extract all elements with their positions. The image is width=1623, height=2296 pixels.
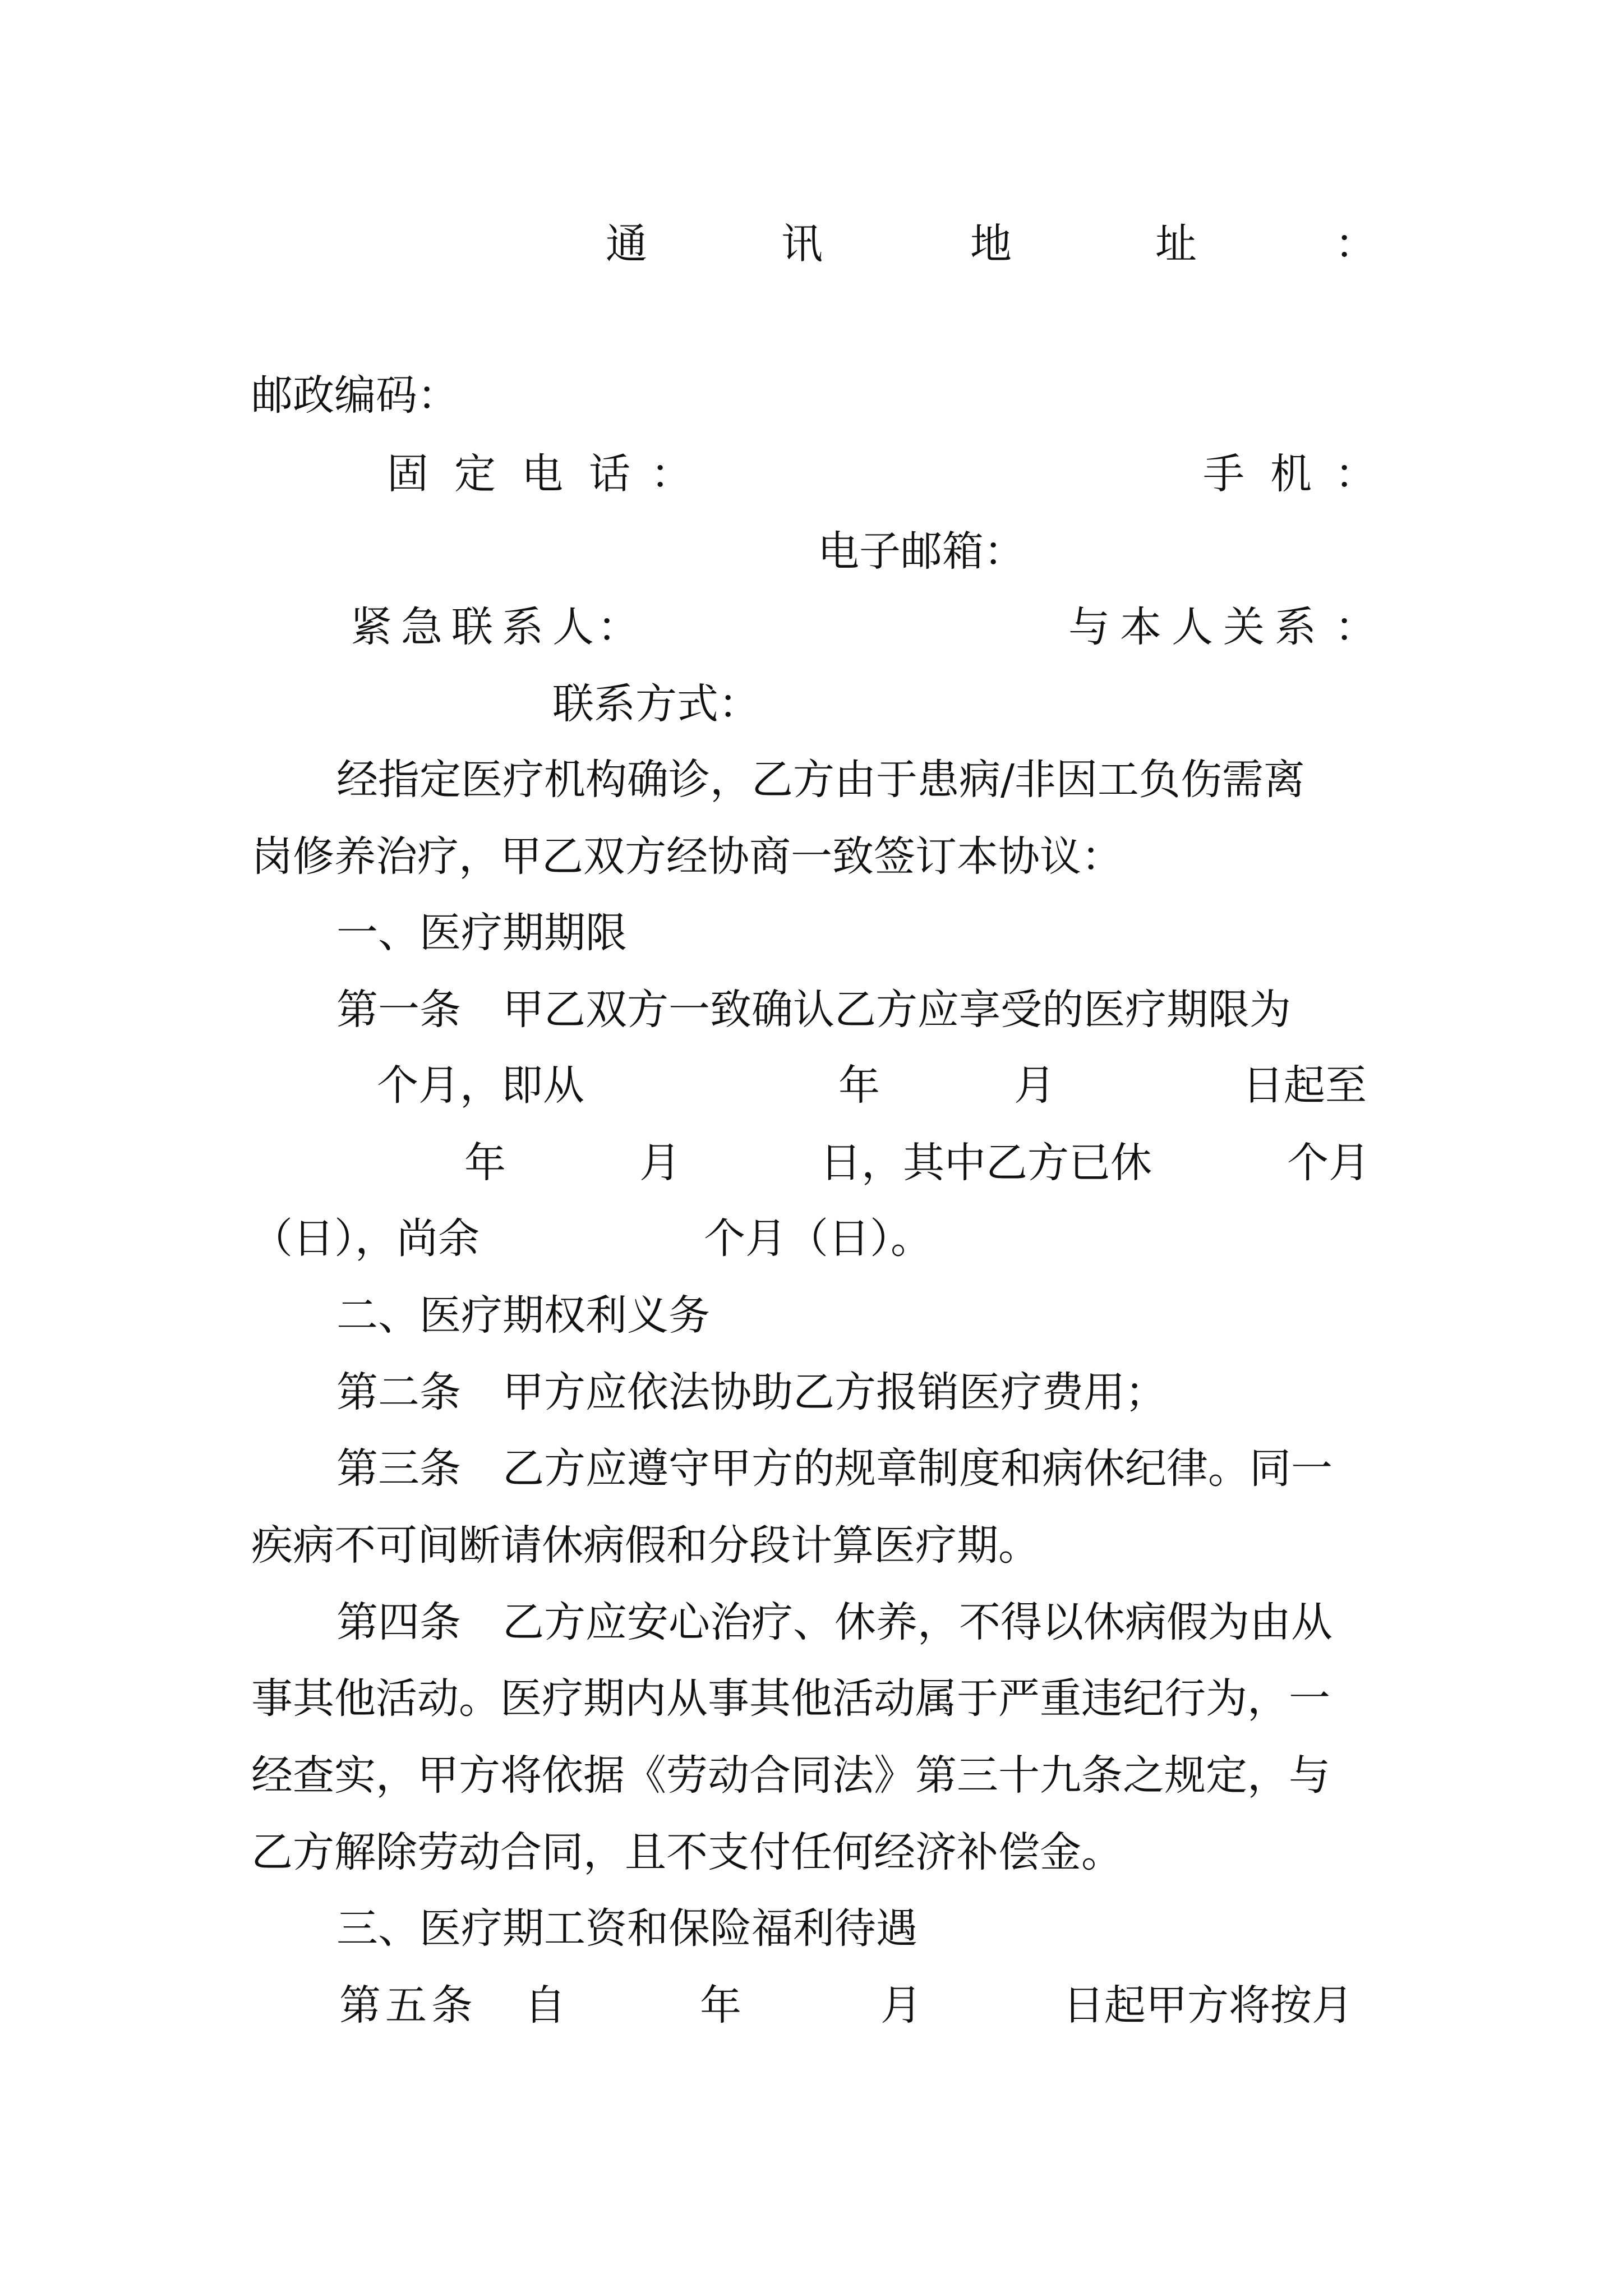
landline-char: 固	[387, 450, 428, 498]
article-4-line: 经查实，甲方将依据《劳动合同法》第三十九条之规定，与	[251, 1751, 1330, 1800]
article-1-fragment: （日），尚余	[251, 1214, 479, 1263]
section-heading: 二、医疗期权利义务	[336, 1291, 710, 1340]
article-1-fragment: 月	[639, 1139, 681, 1187]
intro-line: 岗修养治疗，甲乙双方经协商一致签订本协议：	[251, 832, 1123, 881]
landline-colon: ：	[651, 450, 692, 498]
article-1-fragment: 日，其中乙方已休	[820, 1139, 1152, 1187]
relation-char: 系	[1275, 603, 1316, 651]
address-char: 地	[970, 220, 1012, 268]
relation-char: 关	[1223, 603, 1265, 651]
address-char: 讯	[781, 220, 823, 268]
article-4-line: 乙方解除劳动合同，且不支付任何经济补偿金。	[251, 1828, 1123, 1876]
address-colon: ：	[1335, 220, 1376, 268]
landline-char: 话	[589, 450, 630, 498]
article-3-line: 第三条 乙方应遵守甲方的规章制度和病休纪律。同一	[336, 1444, 1332, 1493]
article-4-line: 第四条 乙方应安心治疗、休养，不得以休病假为由从	[336, 1598, 1332, 1646]
article-4-line: 事其他活动。医疗期内从事其他活动属于严重违纪行为，一	[251, 1674, 1330, 1723]
relation-colon: ：	[1335, 603, 1376, 651]
article-5-fragment: 年	[700, 1981, 741, 2030]
article-5-fragment: 第五条	[339, 1981, 477, 2030]
section-heading: 三、医疗期工资和保险福利待遇	[336, 1904, 917, 1953]
landline-char: 电	[522, 450, 563, 498]
article-3-line: 疾病不可间断请休病假和分段计算医疗期。	[251, 1521, 1040, 1570]
emergency-contact-char: 急	[401, 603, 442, 651]
relation-char: 与	[1068, 603, 1110, 651]
article-1-fragment: 年	[838, 1061, 880, 1110]
article-1-fragment: 月	[1014, 1061, 1055, 1110]
article-1-fragment: 个月，即从	[377, 1061, 584, 1110]
article-5-fragment: 月	[880, 1981, 922, 2030]
article-1-fragment: 年	[464, 1139, 506, 1187]
emergency-contact-char: 系	[502, 603, 543, 651]
mobile-colon: ：	[1335, 450, 1376, 498]
article-1-fragment: 个月（日）。	[704, 1214, 932, 1263]
section-heading: 一、医疗期期限	[336, 909, 627, 957]
address-char: 址	[1155, 220, 1197, 268]
contact-method-label: 联系方式：	[552, 680, 760, 728]
article-5-fragment: 自	[524, 1981, 566, 2030]
postal-code-label: 邮政编码：	[251, 371, 459, 420]
emergency-contact-colon: ：	[597, 603, 639, 651]
article-1-line: 第一条 甲乙双方一致确认乙方应享受的医疗期限为	[336, 986, 1291, 1034]
article-2-line: 第二条 甲方应依法协助乙方报销医疗费用；	[336, 1368, 1166, 1416]
landline-char: 定	[454, 450, 496, 498]
mobile-char: 机	[1270, 450, 1312, 498]
emergency-contact-char: 联	[451, 603, 493, 651]
article-1-fragment: 日起至	[1242, 1061, 1367, 1110]
relation-char: 人	[1172, 603, 1213, 651]
email-label: 电子邮箱：	[818, 527, 1025, 576]
article-5-fragment: 日起甲方将按月	[1063, 1981, 1353, 2030]
mobile-char: 手	[1203, 450, 1244, 498]
relation-char: 本	[1120, 603, 1161, 651]
intro-line: 经指定医疗机构确诊，乙方由于患病/非因工负伤需离	[336, 756, 1305, 804]
emergency-contact-char: 紧	[351, 603, 392, 651]
emergency-contact-char: 人	[552, 603, 594, 651]
address-char: 通	[606, 220, 647, 268]
article-1-fragment: 个月	[1287, 1139, 1370, 1187]
